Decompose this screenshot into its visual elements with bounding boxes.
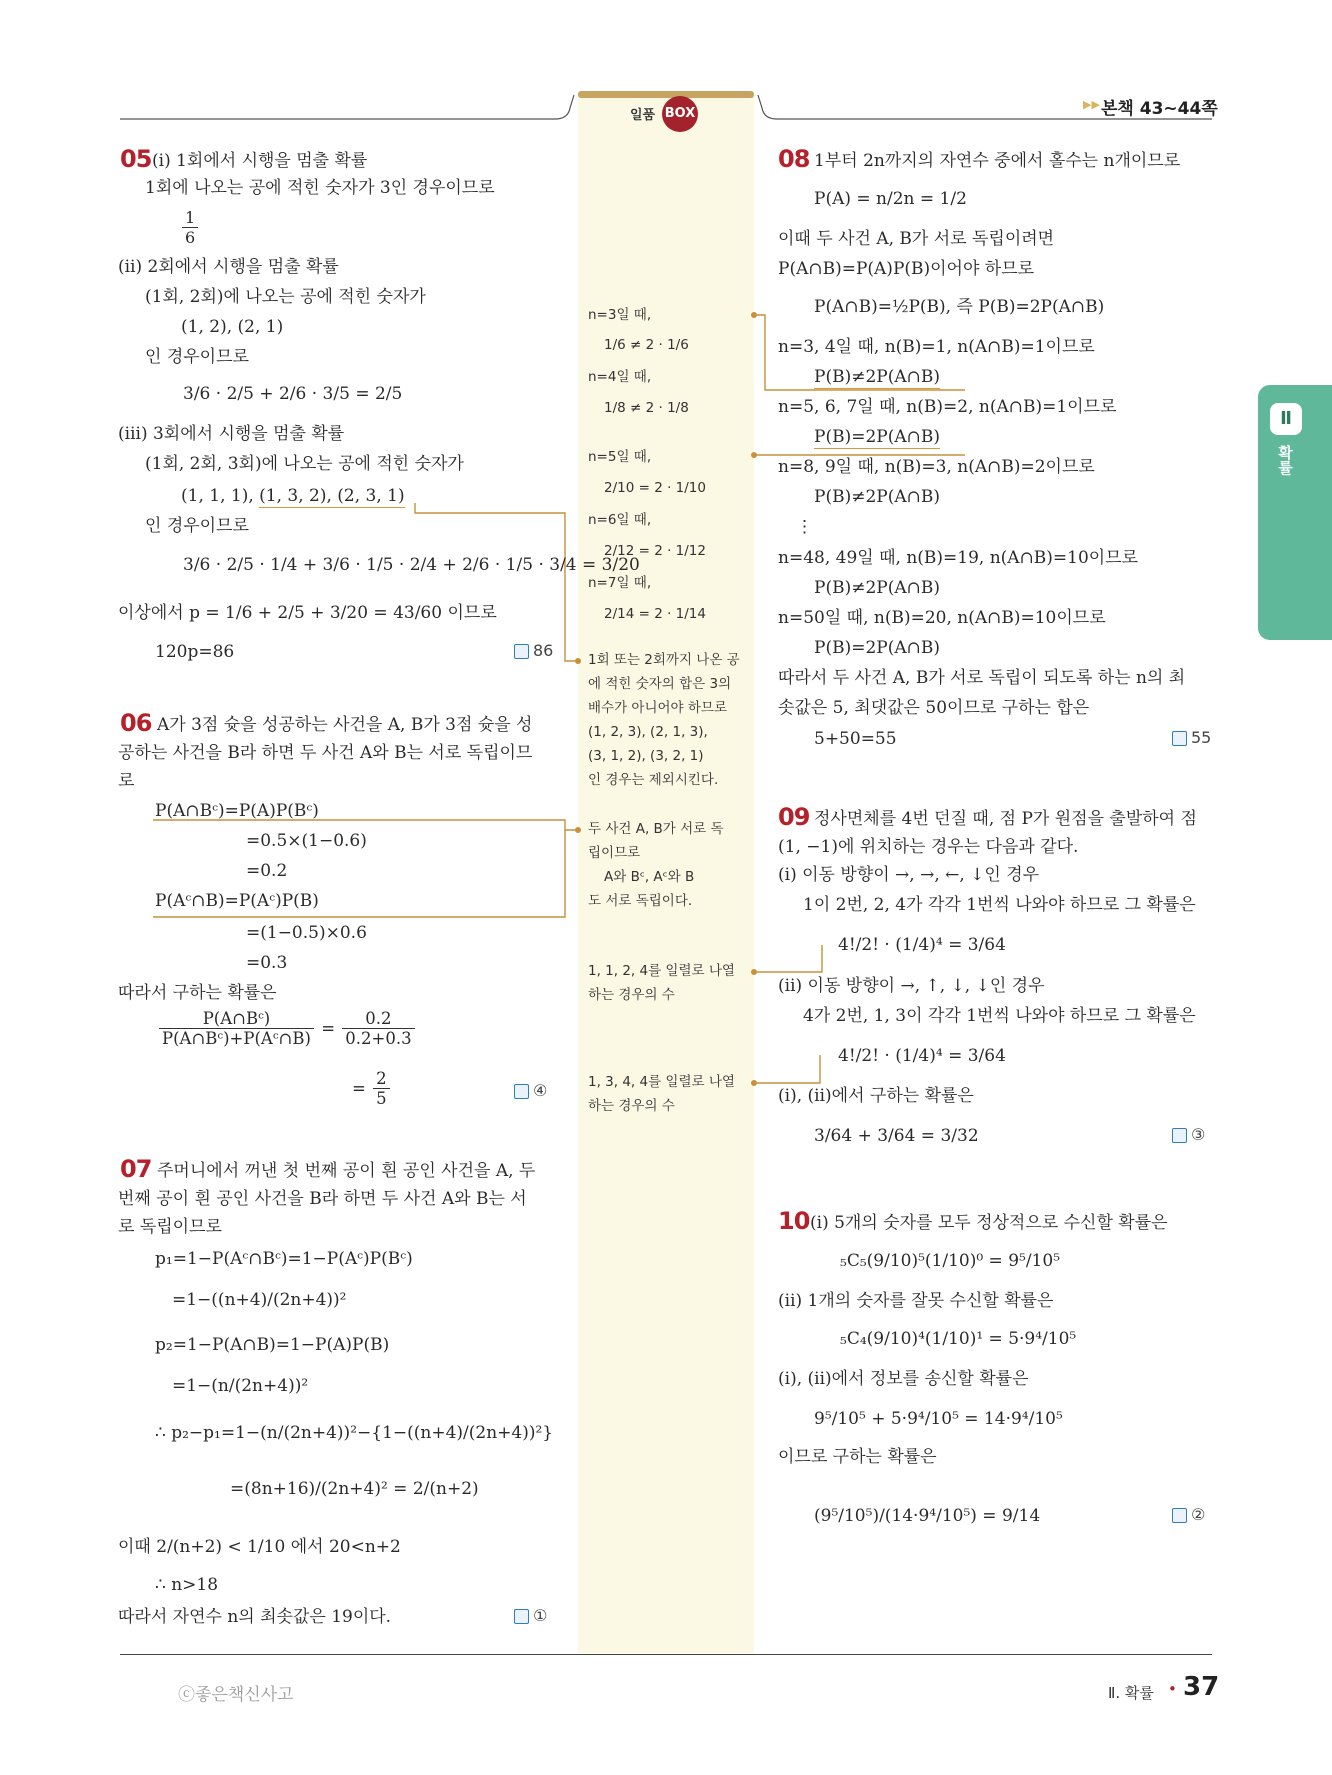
p09-line: (ⅰ), (ⅱ)에서 구하는 확률은 xyxy=(778,1086,974,1106)
box-note: (3, 1, 2), (3, 2, 1) xyxy=(588,748,704,764)
p08-line: n=8, 9일 때, n(B)=3, n(A∩B)=2이므로 xyxy=(778,457,1095,477)
p07-line: =(8n+16)/(2n+4)² = 2/(n+2) xyxy=(230,1479,479,1499)
header-box-badge: BOX xyxy=(662,96,698,132)
p05-line: (1회, 2회, 3회)에 나오는 공에 적힌 숫자가 xyxy=(145,454,464,474)
p07-line: 따라서 자연수 n의 최솟값은 19이다. xyxy=(118,1607,392,1627)
p06-line: P(Aᶜ∩B)=P(Aᶜ)P(B) xyxy=(155,891,319,911)
page-number: 37 xyxy=(1183,1672,1220,1702)
side-tab-label: 확률 xyxy=(1276,445,1294,475)
p06-result-fraction: = $\frac{2}{5}$ xyxy=(352,1069,392,1108)
answer-icon xyxy=(1172,1128,1187,1143)
p08-answer: 55 xyxy=(1172,728,1211,747)
problem-08-number: 08 xyxy=(778,145,810,173)
p07-line: p₁=1−P(Aᶜ∩Bᶜ)=1−P(Aᶜ)P(Bᶜ) xyxy=(155,1249,413,1269)
p06-line: P(A∩Bᶜ)=P(A)P(Bᶜ) xyxy=(155,801,319,821)
p06-line: =(1−0.5)×0.6 xyxy=(246,923,367,943)
p10-line: (9⁵/10⁵)/(14·9⁴/10⁵) = 9/14 xyxy=(814,1506,1041,1526)
box-note: 1/6 ≠ 2 · 1/6 xyxy=(604,337,689,353)
p09-line: 3/64 + 3/64 = 3/32 xyxy=(814,1126,979,1146)
box-note: n=6일 때, xyxy=(588,512,652,528)
p08-line: P(B)≠2P(A∩B) xyxy=(814,578,940,598)
problem-05-number: 05 xyxy=(120,145,152,173)
p07-line: 주머니에서 꺼낸 첫 번째 공이 흰 공인 사건을 A, 두 xyxy=(157,1161,536,1181)
page-ref-arrow: ▶▶ xyxy=(1083,98,1100,111)
answer-icon xyxy=(514,1609,529,1624)
p08-line: P(B)≠2P(A∩B) xyxy=(814,487,940,507)
box-note: n=3일 때, xyxy=(588,307,652,323)
p08-line: n=48, 49일 때, n(B)=19, n(A∩B)=10이므로 xyxy=(778,548,1139,568)
p06-line: =0.3 xyxy=(246,953,288,973)
p05-line: (1회, 2회)에 나오는 공에 적힌 숫자가 xyxy=(145,287,426,307)
p07-line: 번째 공이 흰 공인 사건을 B라 하면 두 사건 A와 B는 서 xyxy=(118,1189,527,1209)
p05-line: 이상에서 p = 1/6 + 2/5 + 3/20 = 43/60 이므로 xyxy=(118,603,497,623)
answer-icon xyxy=(514,1084,529,1099)
problem-06-number: 06 xyxy=(120,709,152,737)
p10-answer: ② xyxy=(1172,1505,1205,1524)
p10-line: 9⁵/10⁵ + 5·9⁴/10⁵ = 14·9⁴/10⁵ xyxy=(814,1409,1063,1429)
page-ref: 본책 43~44쪽 xyxy=(1101,99,1218,119)
p10-line: (ⅰ), (ⅱ)에서 정보를 송신할 확률은 xyxy=(778,1369,1029,1389)
problem-10-number: 10 xyxy=(778,1207,810,1235)
box-note: 1회 또는 2회까지 나온 공 xyxy=(588,652,740,668)
p07-line: p₂=1−P(A∩B)=1−P(A)P(B) xyxy=(155,1335,390,1355)
answer-icon xyxy=(1172,1508,1187,1523)
p09-line: 4!/2! · (1/4)⁴ = 3/64 xyxy=(838,935,1006,955)
p08-line: 솟값은 5, 최댓값은 50이므로 구하는 합은 xyxy=(778,698,1090,718)
box-note: 1/8 ≠ 2 · 1/8 xyxy=(604,400,689,416)
p08-line: P(B)=2P(A∩B) xyxy=(814,638,940,658)
p05-line: (ⅲ) 3회에서 시행을 멈출 확률 xyxy=(118,424,345,444)
p08-line: P(B)=2P(A∩B) xyxy=(814,427,940,447)
answer-icon xyxy=(514,644,529,659)
p09-line: 1이 2번, 2, 4가 각각 1번씩 나와야 하므로 그 확률은 xyxy=(803,895,1196,915)
problem-07-number: 07 xyxy=(120,1155,152,1183)
footer-copyright: ⓒ좋은책신사고 xyxy=(178,1685,294,1705)
p05-line: (1, 2), (2, 1) xyxy=(181,317,284,337)
p09-line: (ⅰ) 이동 방향이 →, →, ←, ↓인 경우 xyxy=(778,865,1040,885)
box-note: 하는 경우의 수 xyxy=(588,1098,675,1114)
p05-line: 120p=86 xyxy=(155,642,235,662)
p10-line: ₅C₄(9/10)⁴(1/10)¹ = 5·9⁴/10⁵ xyxy=(840,1329,1077,1349)
p05-line: 인 경우이므로 xyxy=(145,347,249,367)
p06-line: =0.2 xyxy=(246,861,288,881)
p06-line: 따라서 구하는 확률은 xyxy=(118,983,277,1003)
p06-line: =0.5×(1−0.6) xyxy=(246,831,367,851)
box-note: 1, 1, 2, 4를 일렬로 나열 xyxy=(588,963,735,979)
p05-line: 인 경우이므로 xyxy=(145,516,249,536)
p07-line: =1−(n/(2n+4))² xyxy=(172,1376,309,1396)
p09-answer: ③ xyxy=(1172,1125,1205,1144)
p05-line: 3/6 · 2/5 · 1/4 + 3/6 · 1/5 · 2/4 + 2/6 · 1/5 · 3/4 = 3/20 xyxy=(183,555,640,575)
p09-line: 정사면체를 4번 던질 때, 점 P가 원점을 출발하여 점 xyxy=(814,809,1197,829)
box-note: 1, 3, 4, 4를 일렬로 나열 xyxy=(588,1074,735,1090)
p09-line: (1, −1)에 위치하는 경우는 다음과 같다. xyxy=(778,837,1079,857)
box-note: 배수가 아니어야 하므로 xyxy=(588,700,727,716)
box-note: n=5일 때, xyxy=(588,449,652,465)
p05-fraction: $\frac{1}{6}$ xyxy=(180,208,200,247)
box-note: 2/10 = 2 · 1/10 xyxy=(604,480,706,496)
p06-line: 로 xyxy=(118,771,135,791)
p07-line: 이때 2/(n+2) < 1/10 에서 20<n+2 xyxy=(118,1537,401,1557)
p07-line: =1−((n+4)/(2n+4))² xyxy=(172,1290,347,1310)
box-note: 립이므로 xyxy=(588,845,641,861)
p10-line: 이므로 구하는 확률은 xyxy=(778,1447,937,1467)
box-note: 두 사건 A, B가 서로 독 xyxy=(588,821,724,837)
p08-line: P(A) = n/2n = 1/2 xyxy=(814,189,967,209)
p06-answer: ④ xyxy=(514,1081,547,1100)
p05-line: (ⅰ) 1회에서 시행을 멈출 확률 xyxy=(152,151,368,171)
p08-line: P(A∩B)=½P(B), 즉 P(B)=2P(A∩B) xyxy=(814,297,1105,317)
p08-line: P(B)≠2P(A∩B) xyxy=(814,367,940,387)
p08-line: 1부터 2n까지의 자연수 중에서 홀수는 n개이므로 xyxy=(814,151,1181,171)
p06-line: A가 3점 슛을 성공하는 사건을 A, B가 3점 슛을 성 xyxy=(157,715,533,735)
p05-line: 1회에 나오는 공에 적힌 숫자가 3인 경우이므로 xyxy=(145,178,495,198)
p07-line: 로 독립이므로 xyxy=(118,1217,222,1237)
p05-line: (1, 1, 1), (1, 3, 2), (2, 3, 1) xyxy=(181,486,405,506)
p07-line: ∴ p₂−p₁=1−(n/(2n+4))²−{1−((n+4)/(2n+4))²} xyxy=(155,1423,554,1443)
p07-line: ∴ n>18 xyxy=(155,1575,219,1595)
box-note: A와 Bᶜ, Aᶜ와 B xyxy=(604,869,695,885)
p07-answer: ① xyxy=(514,1606,547,1625)
p08-line: ⋮ xyxy=(796,517,813,537)
problem-09-number: 09 xyxy=(778,803,810,831)
header-label-ilpum: 일품 xyxy=(630,108,656,123)
box-note: n=4일 때, xyxy=(588,369,652,385)
p06-probability-fraction: $\frac{\text{P(A∩Bᶜ)}}{\text{P(A∩Bᶜ)+P(Aᶜ∩B)}}$ = $\frac{0.2}{0.2+0.3}$ xyxy=(157,1009,417,1048)
p08-line: 따라서 두 사건 A, B가 서로 독립이 되도록 하는 n의 최 xyxy=(778,668,1186,688)
p05-line: (ⅱ) 2회에서 시행을 멈출 확률 xyxy=(118,257,339,277)
p08-line: P(A∩B)=P(A)P(B)이어야 하므로 xyxy=(778,259,1035,279)
p05-answer: 86 xyxy=(514,641,553,660)
p09-line: 4가 2번, 1, 3이 각각 1번씩 나와야 하므로 그 확률은 xyxy=(803,1006,1196,1026)
box-note: 하는 경우의 수 xyxy=(588,987,675,1003)
p08-line: 5+50=55 xyxy=(814,729,897,749)
box-note: (1, 2, 3), (2, 1, 3), xyxy=(588,724,708,740)
side-tab-roman: Ⅱ xyxy=(1270,403,1302,435)
p08-line: n=50일 때, n(B)=20, n(A∩B)=10이므로 xyxy=(778,608,1106,628)
box-note: 2/12 = 2 · 1/12 xyxy=(604,543,706,559)
p08-line: n=5, 6, 7일 때, n(B)=2, n(A∩B)=1이므로 xyxy=(778,397,1117,417)
box-note: 2/14 = 2 · 1/14 xyxy=(604,606,706,622)
p10-line: (ⅰ) 5개의 숫자를 모두 정상적으로 수신할 확률은 xyxy=(810,1213,1168,1233)
p06-line: 공하는 사건을 B라 하면 두 사건 A와 B는 서로 독립이므 xyxy=(118,743,533,763)
p10-line: (ⅱ) 1개의 숫자를 잘못 수신할 확률은 xyxy=(778,1291,1054,1311)
p09-line: 4!/2! · (1/4)⁴ = 3/64 xyxy=(838,1046,1006,1066)
box-note: 인 경우는 제외시킨다. xyxy=(588,772,719,788)
p10-line: ₅C₅(9/10)⁵(1/10)⁰ = 9⁵/10⁵ xyxy=(840,1251,1061,1271)
footer-rule xyxy=(120,1654,1212,1655)
p09-line: (ⅱ) 이동 방향이 →, ↑, ↓, ↓인 경우 xyxy=(778,976,1045,996)
footer-bullet: • xyxy=(1168,1680,1177,1698)
box-note: 에 적힌 숫자의 합은 3의 xyxy=(588,676,732,692)
answer-icon xyxy=(1172,731,1187,746)
footer-chapter: Ⅱ. 확률 xyxy=(1108,1684,1154,1702)
box-note: 도 서로 독립이다. xyxy=(588,893,693,909)
p08-line: 이때 두 사건 A, B가 서로 독립이려면 xyxy=(778,229,1055,249)
box-note: n=7일 때, xyxy=(588,575,652,591)
p05-line: 3/6 · 2/5 + 2/6 · 3/5 = 2/5 xyxy=(183,384,403,404)
p08-line: n=3, 4일 때, n(B)=1, n(A∩B)=1이므로 xyxy=(778,337,1095,357)
